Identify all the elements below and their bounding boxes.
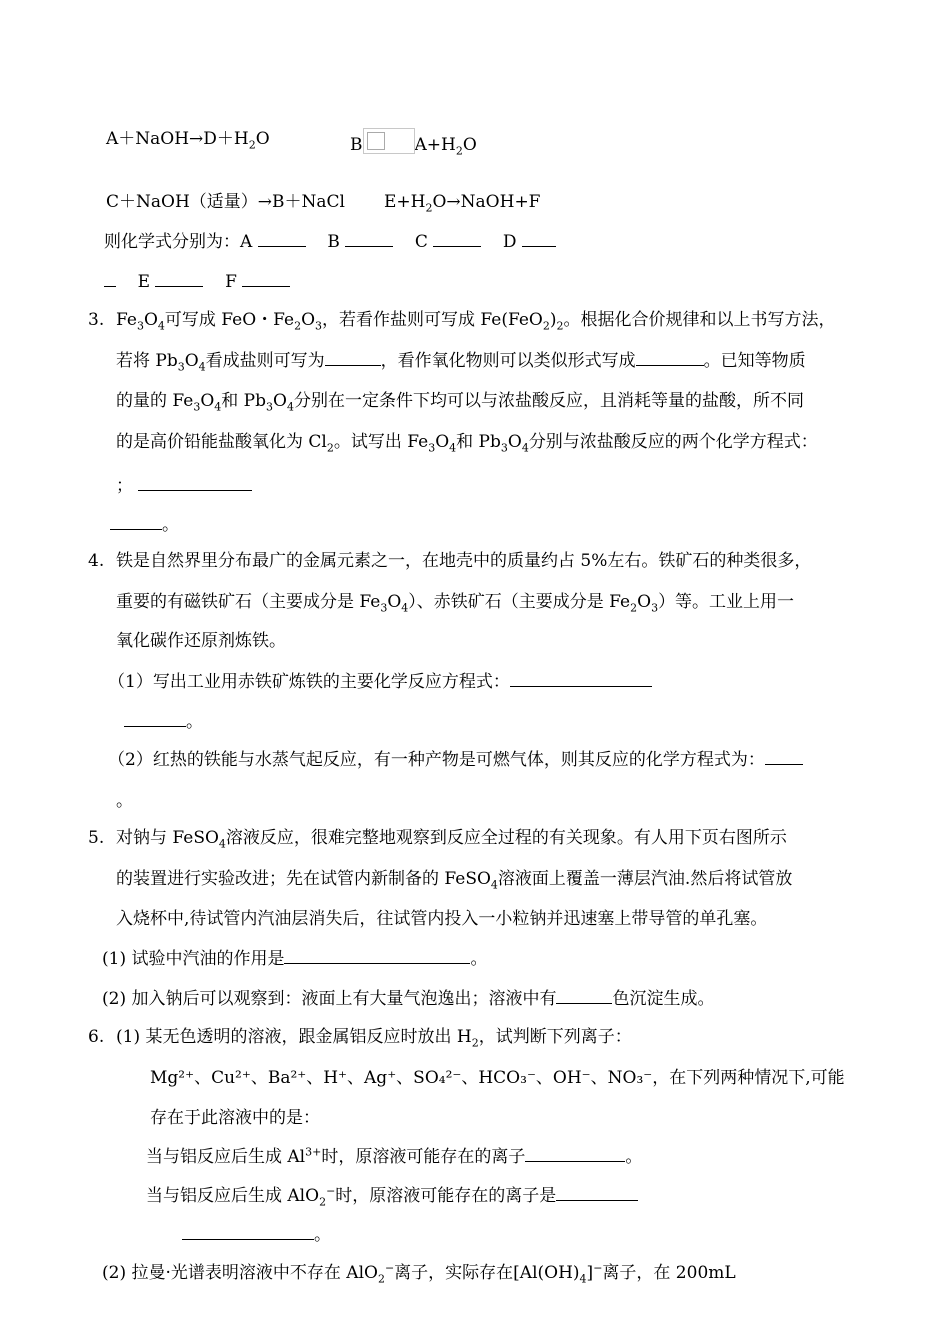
subscript: 2: [248, 138, 256, 152]
text: 离子，实际存在[Al(OH): [394, 1263, 580, 1283]
q6-blank-2-cont[interactable]: [182, 1223, 314, 1240]
subscript: 2: [542, 319, 550, 333]
answer-prefix: 则化学式分别为：A: [104, 232, 253, 252]
subscript: 3: [315, 319, 323, 333]
answer-blank-c[interactable]: [433, 230, 481, 247]
reaction-4: [384, 191, 540, 213]
text: O: [507, 432, 522, 452]
text: 。试写出 Fe: [333, 432, 429, 452]
subscript: 2: [425, 201, 433, 215]
text: Fe: [116, 310, 137, 330]
text: O: [637, 592, 652, 612]
superscript: −: [326, 1184, 336, 1198]
text: 的是高价铅能盐酸氧化为 Cl: [116, 432, 327, 452]
subscript: 3: [500, 441, 508, 455]
text: 离子，在 200mL: [602, 1263, 736, 1283]
q4-blank-1[interactable]: [510, 670, 652, 687]
answer-blank-f[interactable]: [242, 270, 290, 287]
subscript: 3: [177, 360, 185, 374]
q4-line-2: [116, 591, 794, 613]
q3-blank-oxide[interactable]: [636, 349, 704, 366]
superscript: −: [384, 1261, 395, 1275]
subscript: 4: [401, 601, 409, 615]
answer-blank-d[interactable]: [522, 230, 556, 247]
reaction-2-o: O: [462, 135, 477, 155]
q3-line-2: [116, 349, 806, 372]
q3-line-1: [116, 309, 835, 331]
reaction-1: [106, 128, 270, 150]
text: ）、赤铁矿石（主要成分是 Fe: [408, 592, 631, 612]
subscript: 3: [428, 441, 436, 455]
q3-line-5: [116, 474, 252, 497]
text: ，试判断下列离子：: [478, 1027, 632, 1047]
reaction-1-text: A＋NaOH→D＋H: [106, 129, 249, 149]
subscript: 2: [319, 1195, 327, 1209]
subscript: 4: [449, 441, 457, 455]
subscript: 4: [218, 837, 226, 851]
subscript: 4: [286, 400, 294, 414]
q3-line-6: [110, 513, 179, 536]
q4-line-1: 铁是自然界里分布最广的金属元素之一，在地壳中的质量约占 5%左右。铁矿石的种类很多，: [116, 551, 812, 571]
answer-blank-e[interactable]: [155, 270, 203, 287]
q3-blank-eq1[interactable]: [138, 474, 252, 491]
text: ）等。工业上用一: [658, 592, 795, 612]
text: O: [273, 391, 287, 411]
subscript: 3: [193, 400, 201, 414]
answer-blank-d-cont[interactable]: [104, 270, 116, 287]
q5-line-2: [116, 868, 792, 890]
reaction-4-pre: E+H: [384, 192, 426, 212]
text: 的装置进行实验改进；先在试管内新制备的 FeSO: [116, 869, 491, 889]
text: O: [184, 351, 199, 371]
q6-part-1: [116, 1026, 632, 1048]
answer-blank-a[interactable]: [258, 230, 306, 247]
subscript: 4: [521, 441, 529, 455]
q5-part-2: [102, 987, 714, 1010]
q6-blank-2[interactable]: [556, 1184, 638, 1201]
q5-number: 5.: [88, 828, 105, 848]
subscript: 2: [294, 319, 302, 333]
text: ，看作氧化物则可以类似形式写成: [380, 351, 636, 371]
text: (1) 某无色透明的溶液，跟金属铝反应时放出 H: [116, 1027, 472, 1047]
subscript: 3: [380, 601, 388, 615]
text: 当与铝反应后生成 Al: [146, 1147, 306, 1167]
semicolon: ；: [116, 476, 133, 496]
subscript: 3: [136, 319, 144, 333]
period: 。: [314, 1225, 331, 1245]
subscript: 4: [214, 400, 222, 414]
text: 和 Pb: [456, 432, 501, 452]
text: ]: [586, 1263, 594, 1283]
text: 看成盐则可写为: [205, 351, 325, 371]
label-c: C: [414, 232, 428, 252]
text: 。根据化合价规律和以上书写方法，: [563, 310, 836, 330]
label-d: D: [502, 232, 517, 252]
period: 。: [162, 515, 179, 535]
text: O: [200, 391, 215, 411]
text: （2）红热的铁能与水蒸气起反应，有一种产物是可燃气体，则其反应的化学方程式为：: [108, 750, 765, 770]
label-f: F: [225, 272, 237, 292]
text: 对钠与 FeSO: [116, 828, 219, 848]
q5-blank-1[interactable]: [284, 947, 470, 964]
subscript: 2: [471, 1036, 479, 1050]
q3-blank-eq2[interactable]: [110, 513, 162, 530]
text: 溶液反应，很难完整地观察到反应全过程的有关现象。有人用下页右图所示: [225, 828, 787, 848]
broken-image-icon: [363, 128, 415, 154]
q3-blank-salt[interactable]: [325, 349, 381, 366]
reaction-4-tail: O→NaOH+F: [432, 192, 541, 212]
q5-part-1: [102, 947, 487, 970]
reaction-3: C＋NaOH（适量）→B＋NaCl: [106, 192, 345, 212]
reaction-2-tail: A+H: [414, 135, 456, 155]
formula-answer-line: [104, 230, 556, 253]
text: ，若看作盐则可写成 Fe(FeO: [322, 310, 543, 330]
subscript: 2: [455, 144, 463, 158]
text: (2) 拉曼·光谱表明溶液中不存在 AlO: [102, 1263, 378, 1283]
q4-part-2-cont: 。: [116, 791, 133, 811]
text: 色沉淀生成。: [612, 989, 715, 1009]
text: 时，原溶液可能存在的离子是: [335, 1186, 557, 1206]
text: 分别在一定条件下均可以与浓盐酸反应，且消耗等量的盐酸，所不同: [293, 391, 804, 411]
q4-part-2: [108, 748, 803, 771]
subscript: 4: [198, 360, 206, 374]
q4-blank-1-cont[interactable]: [124, 710, 186, 727]
text: 若将 Pb: [116, 351, 178, 371]
q6-ion-list: Mg²⁺、Cu²⁺、Ba²⁺、H⁺、Ag⁺、SO₄²⁻、HCO₃⁻、OH⁻、NO₃⁻，在下列两种情况下,可能: [150, 1068, 845, 1088]
subscript: 2: [377, 1272, 385, 1286]
q5-blank-2[interactable]: [556, 987, 612, 1004]
q4-blank-2[interactable]: [765, 748, 803, 765]
text: (2) 加入钠后可以观察到：液面上有大量气泡逸出；溶液中有: [102, 989, 557, 1009]
q4-part-1: [108, 670, 652, 693]
q5-line-3: 入烧杯中,待试管内汽油层消失后，往试管内投入一小粒钠并迅速塞上带导管的单孔塞。: [116, 909, 768, 929]
reaction-1-tail: O: [255, 129, 270, 149]
text: 重要的有磁铁矿石（主要成分是 Fe: [116, 592, 381, 612]
q3-line-4: [116, 431, 818, 453]
period: 。: [186, 712, 203, 732]
q4-part-1-cont: [124, 710, 203, 733]
subscript: 4: [490, 878, 498, 892]
text: 。已知等物质: [703, 351, 806, 371]
text: O: [301, 310, 316, 330]
text: (1) 试验中汽油的作用是: [102, 949, 285, 969]
q6-blank-1[interactable]: [525, 1145, 625, 1162]
q6-case-1: [146, 1145, 642, 1168]
q6-part-2: [102, 1262, 736, 1284]
subscript: 2: [326, 441, 334, 455]
superscript: −: [593, 1261, 603, 1275]
q3-number: 3.: [88, 310, 105, 330]
subscript: 4: [157, 319, 165, 333]
q4-line-3: 氧化碳作还原剂炼铁。: [116, 631, 286, 651]
q6-case-2-cont: [182, 1223, 331, 1246]
text: 溶液面上覆盖一薄层汽油.然后将试管放: [497, 869, 793, 889]
q6-case-2: [146, 1184, 638, 1207]
q6-number: 6.: [88, 1027, 105, 1047]
period: 。: [625, 1147, 643, 1167]
text: 和 Pb: [221, 391, 267, 411]
superscript: 3+: [305, 1145, 322, 1159]
label-b: B: [327, 232, 340, 252]
text: 分别与浓盐酸反应的两个化学方程式：: [528, 432, 818, 452]
text: O: [143, 310, 158, 330]
subscript: 3: [266, 400, 274, 414]
reaction-2: [350, 128, 477, 156]
reaction-2-b: B: [350, 135, 363, 155]
text: 当与铝反应后生成 AlO: [146, 1186, 320, 1206]
subscript: 2: [630, 601, 638, 615]
text: 可写成 FeO・Fe: [164, 310, 295, 330]
text: O: [387, 592, 402, 612]
text: 时，原溶液可能存在的离子: [321, 1147, 526, 1167]
text: ): [549, 310, 557, 330]
q4-number: 4.: [88, 551, 105, 571]
subscript: 2: [556, 319, 564, 333]
text: （1）写出工业用赤铁矿炼铁的主要化学反应方程式：: [108, 672, 510, 692]
formula-answer-line-2: [104, 270, 290, 293]
subscript: 3: [651, 601, 659, 615]
answer-blank-b[interactable]: [345, 230, 393, 247]
q3-line-3: [116, 390, 804, 412]
text: 的量的 Fe: [116, 391, 194, 411]
q6-ion-list-2: 存在于此溶液中的是：: [150, 1108, 320, 1128]
subscript: 4: [579, 1272, 587, 1286]
period: 。: [470, 949, 488, 969]
label-e: E: [137, 272, 151, 292]
q5-line-1: [116, 827, 787, 849]
text: O: [435, 432, 450, 452]
